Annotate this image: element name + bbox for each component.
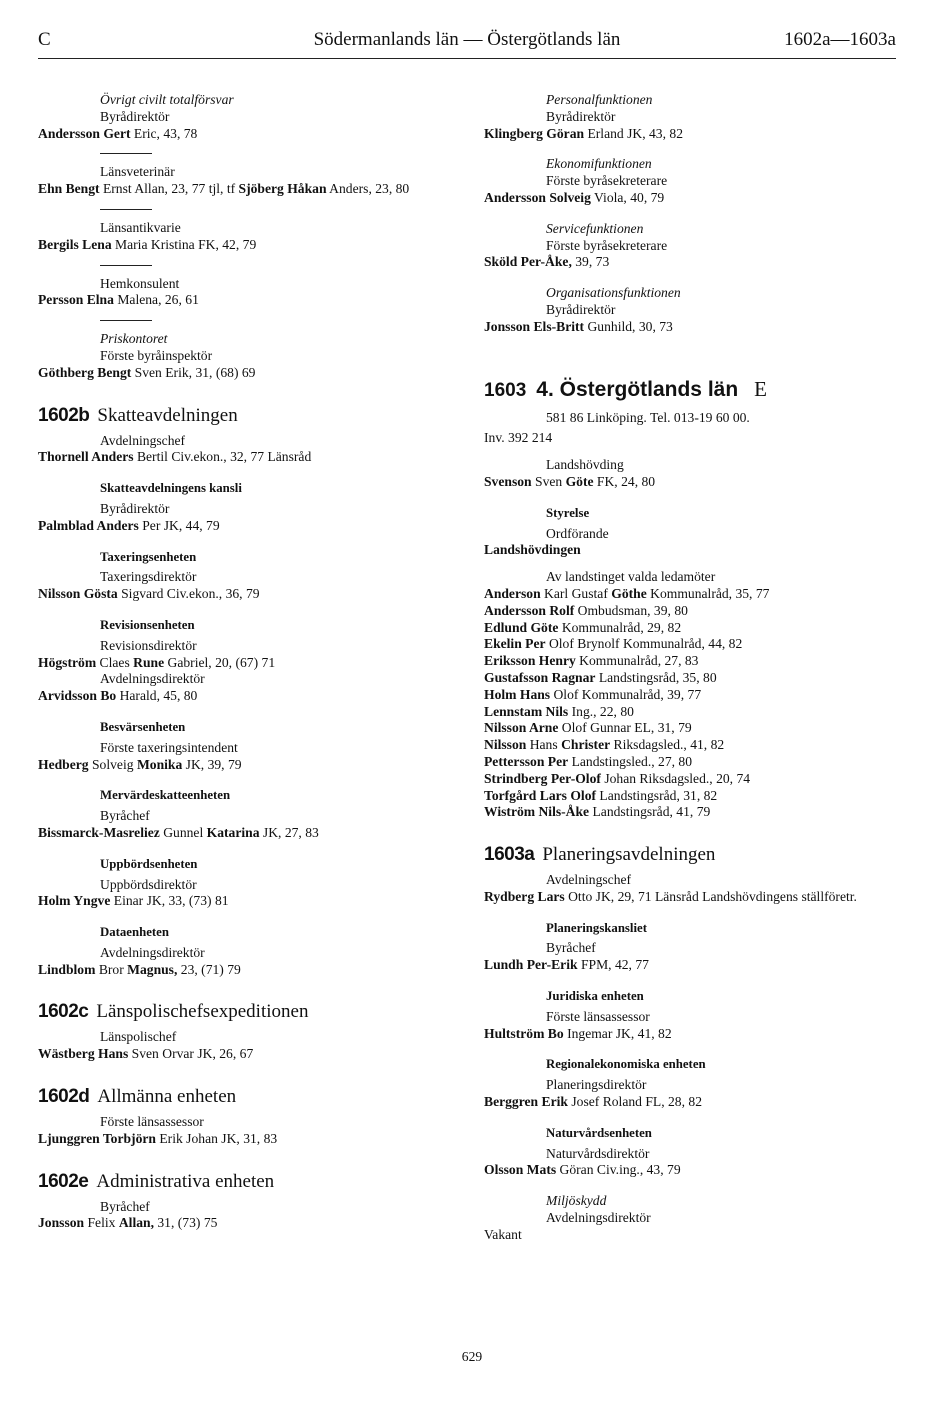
position-title: Förste länsassessor xyxy=(546,1008,650,1024)
list-item: Andersson Rolf Ombudsman, 39, 80 xyxy=(484,602,688,618)
position-title: Länsveterinär xyxy=(100,164,175,180)
position-title: Landshövding xyxy=(546,457,624,473)
position-title: Förste taxeringsintendent xyxy=(100,739,238,755)
subunit-heading: Dataenheten xyxy=(100,925,169,940)
unit-heading: Ekonomifunktionen xyxy=(546,156,652,172)
left-column xyxy=(38,92,458,1232)
header-title: Södermanlands län — Östergötlands län xyxy=(313,29,621,50)
position-title: Förste byråsekreterare xyxy=(546,237,668,253)
person-entry: Jonsson Felix Allan, 31, (73) 75 xyxy=(38,1215,218,1231)
unit-heading: Miljöskydd xyxy=(546,1193,607,1209)
subunit-heading: Regionalekonomiska enheten xyxy=(546,1057,706,1072)
person-entry: Klingberg Göran Erland JK, 43, 82 xyxy=(484,125,683,141)
person-entry: Landshövdingen xyxy=(484,542,581,558)
position-title: Byråchef xyxy=(100,1198,150,1214)
position-title: Förste byråinspektör xyxy=(100,347,213,363)
person-entry: Olsson Mats Göran Civ.ing., 43, 79 xyxy=(484,1162,681,1178)
person-entry: Högström Claes Rune Gabriel, 20, (67) 71 xyxy=(38,654,276,670)
members-list xyxy=(484,586,904,821)
subunit-heading: Styrelse xyxy=(546,505,590,520)
list-item: Wiström Nils-Åke Landstingsråd, 41, 79 xyxy=(484,804,711,820)
person-entry: Svenson Sven Göte FK, 24, 80 xyxy=(484,473,656,489)
person-entry: Thornell Anders Bertil Civ.ekon., 32, 77 Länsråd xyxy=(38,449,312,465)
list-item: Nilsson Arne Olof Gunnar EL, 31, 79 xyxy=(484,720,692,736)
position-title: Länspolischef xyxy=(100,1029,177,1045)
unit-heading: Servicefunktionen xyxy=(546,220,644,236)
person-entry: Wästberg Hans Sven Orvar JK, 26, 67 xyxy=(38,1046,254,1062)
position-title: Byråchef xyxy=(546,940,596,956)
section-heading-1602d: 1602d Allmänna enheten xyxy=(38,1086,237,1108)
subunit-heading: Planeringskansliet xyxy=(546,920,647,935)
position-title: Byråchef xyxy=(100,808,150,824)
position-title: Länsantikvarie xyxy=(100,219,181,235)
position-title: Byrådirektör xyxy=(100,500,170,516)
unit-heading: Övrigt civilt totalförsvar xyxy=(100,92,234,107)
position-title: Förste byråsekreterare xyxy=(546,173,668,189)
person-entry: Andersson Gert Eric, 43, 78 xyxy=(38,125,198,141)
subunit-heading: Taxeringsenheten xyxy=(100,549,197,564)
position-title: Avdelningsdirektör xyxy=(100,671,205,687)
person-entry: Andersson Solveig Viola, 40, 79 xyxy=(484,189,665,205)
person-entry: Bergils Lena Maria Kristina FK, 42, 79 xyxy=(38,236,257,252)
person-entry: Ehn Bengt Ernst Allan, 23, 77 tjl, tf Sjöberg Håkan Anders, 23, 80 xyxy=(38,181,410,197)
person-entry: Göthberg Bengt Sven Erik, 31, (68) 69 xyxy=(38,364,256,380)
position-title: Byrådirektör xyxy=(546,108,616,124)
section-heading-1602c: 1602c Länspolischefsexpeditionen xyxy=(38,1001,309,1023)
subunit-heading: Naturvårdsenheten xyxy=(546,1125,652,1140)
person-entry: Sköld Per-Åke, 39, 73 xyxy=(484,254,610,270)
header-pages: 1602a—1603a xyxy=(784,29,896,50)
header-rule xyxy=(38,58,896,59)
person-entry: Berggren Erik Josef Roland FL, 28, 82 xyxy=(484,1094,702,1110)
divider xyxy=(100,153,152,154)
unit-heading: Priskontoret xyxy=(100,331,168,347)
subunit-heading: Skatteavdelningens kansli xyxy=(100,481,242,496)
list-item: Eriksson Henry Kommunalråd, 27, 83 xyxy=(484,653,699,669)
subunit-heading: Uppbördsenheten xyxy=(100,856,198,871)
person-entry: Palmblad Anders Per JK, 44, 79 xyxy=(38,517,220,533)
person-entry: Nilsson Gösta Sigvard Civ.ekon., 36, 79 xyxy=(38,586,260,602)
section-heading-1603: 1603 4. Östergötlands län E xyxy=(484,376,767,401)
position-title: Avdelningschef xyxy=(100,432,186,448)
list-item: Edlund Göte Kommunalråd, 29, 82 xyxy=(484,619,682,635)
subunit-heading: Mervärdeskatteenheten xyxy=(100,788,231,803)
person-entry: Lindblom Bror Magnus, 23, (71) 79 xyxy=(38,961,241,977)
subunit-heading: Juridiska enheten xyxy=(546,989,644,1004)
list-item: Pettersson Per Landstingsled., 27, 80 xyxy=(484,753,693,769)
position-title: Förste länsassessor xyxy=(100,1114,204,1130)
unit-heading: Personalfunktionen xyxy=(546,92,653,107)
person-entry: Persson Elna Malena, 26, 61 xyxy=(38,292,199,308)
person-entry: Hedberg Solveig Monika JK, 39, 79 xyxy=(38,756,242,772)
position-title: Byrådirektör xyxy=(100,108,170,124)
position-title: Avdelningsdirektör xyxy=(100,944,205,960)
list-item: Gustafsson Ragnar Landstingsråd, 35, 80 xyxy=(484,669,717,685)
section-heading-1603a: 1603a Planeringsavdelningen xyxy=(484,844,716,866)
position-title: Uppbördsdirektör xyxy=(100,876,197,892)
subunit-heading: Revisionsenheten xyxy=(100,617,195,632)
running-header xyxy=(38,26,896,56)
unit-heading: Organisationsfunktionen xyxy=(546,285,681,301)
person-entry: Hultström Bo Ingemar JK, 41, 82 xyxy=(484,1025,672,1041)
person-entry: Bissmarck-Masreliez Gunnel Katarina JK, 27, 83 xyxy=(38,824,319,840)
person-entry: Ljunggren Torbjörn Erik Johan JK, 31, 83 xyxy=(38,1130,278,1146)
position-title: Taxeringsdirektör xyxy=(100,569,197,585)
divider xyxy=(100,265,152,266)
position-title: Naturvårdsdirektör xyxy=(546,1145,650,1161)
vacant-entry: Vakant xyxy=(484,1226,522,1242)
position-title: Planeringsdirektör xyxy=(546,1077,647,1093)
inventory-number: Inv. 392 214 xyxy=(484,430,553,446)
list-item: Torfgård Lars Olof Landstingsråd, 31, 82 xyxy=(484,787,718,803)
person-entry: Holm Yngve Einar JK, 33, (73) 81 xyxy=(38,893,229,909)
section-heading-1602e: 1602e Administrativa enheten xyxy=(38,1170,275,1192)
section-heading-1602b: 1602b Skatteavdelningen xyxy=(38,404,238,426)
address: 581 86 Linköping. Tel. 013-19 60 00. xyxy=(546,409,750,425)
list-item: Anderson Karl Gustaf Göthe Kommunalråd, 35, 77 xyxy=(484,585,770,601)
position-title: Hemkonsulent xyxy=(100,275,180,291)
person-entry: Jonsson Els-Britt Gunhild, 30, 73 xyxy=(484,318,673,334)
divider xyxy=(100,320,152,321)
position-title: Ordförande xyxy=(546,525,609,541)
header-letter: C xyxy=(38,29,51,50)
person-entry: Arvidsson Bo Harald, 45, 80 xyxy=(38,688,198,704)
position-title: Byrådirektör xyxy=(546,301,616,317)
person-entry: Rydberg Lars Otto JK, 29, 71 Länsråd Landshövdingens ställföretr. xyxy=(484,888,857,904)
position-title: Avdelningschef xyxy=(546,872,632,888)
position-title: Avdelningsdirektör xyxy=(546,1210,651,1226)
page-number: 629 xyxy=(461,1349,483,1364)
list-item: Ekelin Per Olof Brynolf Kommunalråd, 44, 82 xyxy=(484,636,743,652)
list-item: Strindberg Per-Olof Johan Riksdagsled., 20, 74 xyxy=(484,770,751,786)
list-item: Lennstam Nils Ing., 22, 80 xyxy=(484,703,634,719)
list-item: Nilsson Hans Christer Riksdagsled., 41, 82 xyxy=(484,737,725,753)
position-title: Av landstinget valda ledamöter xyxy=(546,569,716,585)
person-entry: Lundh Per-Erik FPM, 42, 77 xyxy=(484,957,649,973)
right-column xyxy=(484,92,904,1244)
position-title: Revisionsdirektör xyxy=(100,637,197,653)
divider xyxy=(100,209,152,210)
list-item: Holm Hans Olof Kommunalråd, 39, 77 xyxy=(484,686,702,702)
subunit-heading: Besvärsenheten xyxy=(100,719,186,734)
person-name: Andersson Gert xyxy=(38,125,131,141)
